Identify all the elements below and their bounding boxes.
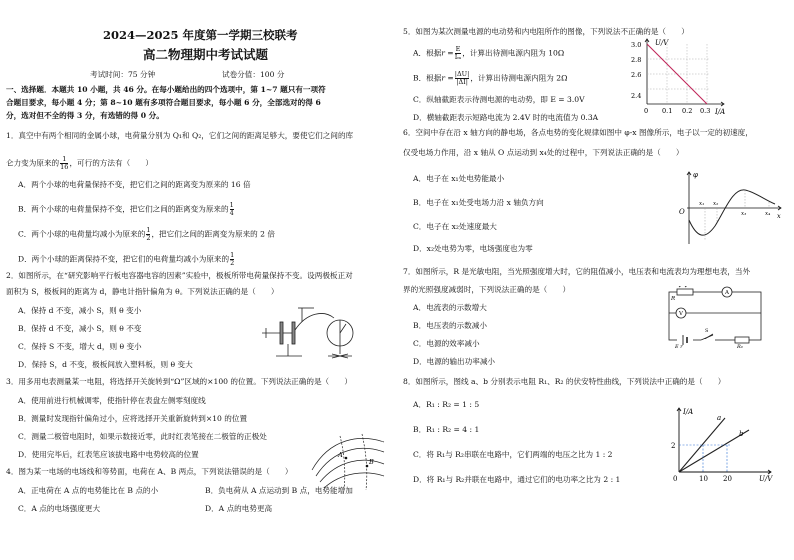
- q6-graph-xlabel: x: [777, 212, 781, 220]
- q8-stem: 8．如图所示，图线 a、b 分别表示电阻 R₁、R₂ 的伏安特性曲线，下列说法中正确的是（ ）: [403, 377, 726, 386]
- exam-title: 2024—2025 年度第一学期三校联考: [103, 28, 298, 42]
- q3-option-a: A．使用前进行机械调零，使指针停在表盘左侧零刻度线: [18, 396, 206, 405]
- exam-score: 试卷分值：100 分: [222, 70, 285, 79]
- q7-option-c: C．电源的效率减小: [413, 339, 480, 348]
- q7-option-b: B．电压表的示数减小: [413, 321, 487, 330]
- q6-tick-x1: x₁: [699, 201, 705, 207]
- q1-option-d: D．两个小球的距离保持不变，把它们的电荷量均减小为原来的 $\frac{1}{2}$: [18, 251, 235, 267]
- q2-stem-line2: 面积为 S，极板间的距离为 d，静电计指针偏角为 θ。下列说法正确的是（ ）: [6, 287, 279, 296]
- q1-option-a: A．两个小球的电荷量保持不变，把它们之间的距离变为原来的 16 倍: [18, 180, 251, 189]
- q6-graph-ylabel: φ: [693, 171, 698, 179]
- q5-stem: 5．如图为某次测量电源的电动势和内电阻所作的图像，下列说法不正确的是（ ）: [403, 27, 689, 36]
- q6-tick-x3: x₃: [741, 211, 747, 217]
- q6-tick-x2: x₂: [713, 201, 719, 207]
- q6-option-b: B．电子在 x₁处受电场力沿 x 轴负方向: [413, 198, 544, 207]
- q7-stem-line1: 7．如图所示，R 是光敏电阻，当光照强度增大时，它的阻值减小，电压表和电流表均为理想电表，当外: [403, 267, 751, 276]
- q3-option-c: C．测量二极管电阻时，如果示数接近零，此时红表笔接在二极管的正极处: [18, 432, 267, 441]
- q7-option-a: A．电流表的示数增大: [413, 303, 487, 312]
- q4-stem: 4．图为某一电场的电场线和等势面，电荷在 A、B 两点，下列说法错误的是（ ）: [6, 467, 293, 476]
- q6-phi-x-graph: [675, 168, 785, 248]
- q2-option-a: A．保持 d 不变，减小 S，则 θ 变小: [18, 306, 142, 315]
- q5-xtick-0: 0: [644, 107, 649, 115]
- q5-option-a: A．根据r = $\frac{E}{\text{Iₘ}}$ ，计算出待测电源内阻为 10Ω: [413, 45, 565, 61]
- q1-fraction: $\frac{1}{16}$: [60, 155, 69, 171]
- section1-line1: 一、选择题．本题共 10 小题，共 46 分。在每小题给出的四个选项中，第 1~7 题只有一项符: [6, 85, 326, 94]
- q5-xtick-1: 0.1: [662, 107, 673, 115]
- q4-label-b: B: [369, 458, 374, 466]
- q1-stem-line2: [6, 156, 153, 171]
- q2-option-b: B．保持 d 不变，减小 S，则 θ 不变: [18, 324, 142, 333]
- q5-ytick-2: 2.8: [631, 56, 642, 64]
- q4-option-a: A．正电荷在 A 点的电势能比在 B 点的小: [18, 486, 159, 495]
- q1-option-c: C．两个小球的电荷量均减小为原来的 $\frac{1}{2}$ ，把它们之间的距离变为原来的 2 倍: [18, 226, 276, 242]
- q3-option-d: D．使用完毕后，红表笔应该拔电路中电势较高的位置: [18, 450, 199, 459]
- q7-stem-line2: 界的光照强度减弱时，下列说法正确的是（ ）: [403, 285, 571, 294]
- q8-option-d: D．将 R₁与 R₂并联在电路中，通过它们的电功率之比为 2 : 1: [413, 475, 621, 484]
- q4-option-d: D．A 点的电势更高: [205, 504, 273, 513]
- q7-circuit-diagram: [663, 286, 773, 348]
- q5-option-b: B．根据r = $\frac{|\Delta U|}{|\Delta I|}$ ，计算出待测电源内阻为 2Ω: [413, 70, 568, 86]
- q2-option-d: D．保持 S，d 不变，极板间放入塑料板，则 θ 变大: [18, 360, 193, 369]
- q6-stem-line1: 6．空间中存在沿 x 轴方向的静电场，各点电势的变化规律如图中 φ-x 图像所示，电子以一定的初速度，: [403, 128, 753, 137]
- q6-tick-x4: x₄: [765, 211, 771, 217]
- q5-option-c: C．纵轴截距表示待测电源的电动势，即 E = 3.0V: [413, 95, 585, 104]
- q7-label-r0: R₀: [737, 344, 743, 348]
- section1-line3: 分，选对但不全的得 3 分，有选错的得 0 分。: [6, 111, 164, 120]
- q6-stem-line2: 仅受电场力作用，沿 x 轴从 O 点运动到 x₄处的过程中，下列说法正确的是（ ）: [403, 148, 684, 157]
- q4-field-figure: [310, 430, 386, 492]
- q8-label-a: a: [717, 414, 722, 422]
- q7-label-voltmeter: V: [679, 311, 683, 317]
- q6-phi-curve: [689, 190, 775, 235]
- q5-xtick-2: 0.2: [682, 107, 693, 115]
- q1-stem-b: ，可行的方法有（ ）: [69, 158, 153, 168]
- q8-option-a: A．R₁ : R₂ = 1 : 5: [413, 400, 480, 409]
- section1-line2: 合题目要求，每小题 4 分；第 8~10 题有多项符合题目要求，每小题 6 分，全部选对的得 6: [6, 98, 321, 107]
- q4-option-b: B．负电荷从 A 点运动到 B 点，电势能增加: [205, 486, 353, 495]
- q8-graph-xlabel: U/V: [759, 475, 773, 483]
- q3-option-b: B．测量时发现指针偏角过小，应将选择开关重新旋转到×10 的位置: [18, 414, 248, 423]
- q5-ytick-1: 3.0: [631, 41, 642, 49]
- q5-graph-xlabel: I/A: [715, 108, 726, 116]
- q8-xtick-10: 10: [699, 475, 708, 483]
- q5-ytick-4: 2.4: [631, 92, 642, 100]
- q6-option-d: D．x₂处电势为零，电场强度也为零: [413, 244, 533, 253]
- q8-iu-graph: [665, 406, 777, 486]
- q4-label-a: A: [338, 451, 343, 459]
- q2-stem-line1: 2．如图所示，在“研究影响平行板电容器电容的因素”实验中，极板所带电荷量保持不变。设两极板正对: [6, 271, 353, 280]
- q1-option-b: B．两个小球的电荷量保持不变，把它们之间的距离变为原来的 $\frac{1}{4}$: [18, 201, 234, 217]
- q7-label-ammeter: A: [725, 290, 729, 296]
- q7-label-switch: S: [705, 328, 709, 334]
- exam-subtitle: 高二物理期中考试试题: [143, 47, 269, 62]
- q2-option-c: C．保持 S 不变，增大 d，则 θ 变小: [18, 342, 142, 351]
- q5-ui-graph: [629, 36, 729, 116]
- q8-label-b: b: [739, 430, 744, 438]
- q5-ytick-3: 2.6: [631, 71, 642, 79]
- q2-capacitor-figure: [262, 300, 372, 362]
- q6-graph-origin: O: [679, 208, 685, 216]
- q6-option-a: A．电子在 x₁处电势能最小: [413, 174, 505, 183]
- q5-option-d: D．横轴截距表示短路电流为 2.4V 时的电流值为 0.3A: [413, 113, 599, 122]
- q8-option-c: C．将 R₁与 R₂串联在电路中，它们两端的电压之比为 1 : 2: [413, 450, 613, 459]
- q8-xtick-0: 0: [673, 475, 678, 483]
- q8-xtick-20: 20: [723, 475, 732, 483]
- q7-option-d: D．电源的输出功率减小: [413, 357, 496, 366]
- q3-stem: 3．用多用电表测量某一电阻，将选择开关旋转到“Ω”区域的×100 的位置。下列说法正确的是（ ）: [6, 377, 352, 386]
- q5-xtick-3: 0.3: [700, 107, 711, 115]
- q1-stem-line1: 1．真空中有两个相同的金属小球，电荷量分别为 Q₁和 Q₂，它们之间的距离足够大，要使它们之间的库: [6, 131, 354, 140]
- q5-graph-ylabel: U/V: [655, 39, 669, 47]
- q7-label-source: E r: [675, 344, 683, 348]
- right-column: [397, 0, 794, 560]
- q6-option-c: C．电子在 x₂处速度最大: [413, 222, 497, 231]
- exam-time: 考试时间：75 分钟: [90, 70, 156, 79]
- q8-option-b: B．R₁ : R₂ = 4 : 1: [413, 425, 480, 434]
- q8-graph-ylabel: I/A: [683, 408, 694, 416]
- q4-option-c: C．A 点的电场强度更大: [18, 504, 101, 513]
- q1-stem-a: 仑力变为原来的: [6, 158, 60, 168]
- q8-ytick-2: 2: [671, 442, 676, 450]
- q7-label-r: R: [671, 296, 676, 302]
